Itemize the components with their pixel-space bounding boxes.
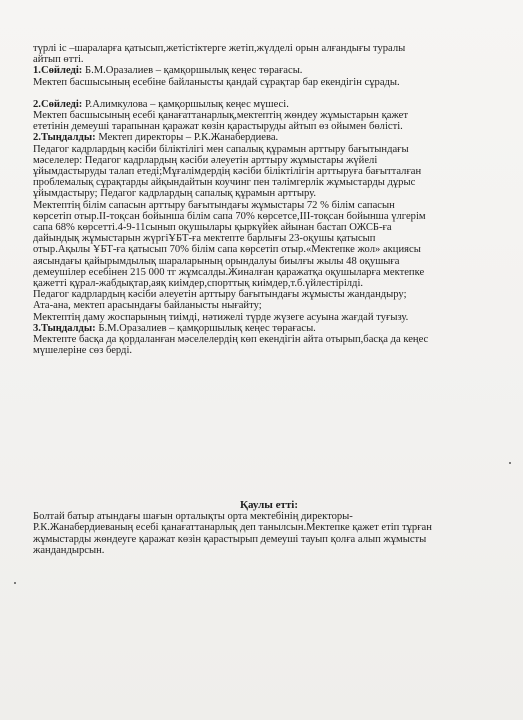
listened-2-label: 2.Тыңдалды:	[33, 132, 96, 144]
paragraph-spacer	[33, 88, 505, 99]
resolution-section	[33, 500, 505, 556]
listened-2-text: Педагог кадрлардың кәсіби біліктілігі мен сапалық құрамын арттыру бағытындағы мәселелер: Педагог кадрлардың кәсіби әлеуетін арттыру жұмыстары жүйелі ұйымдастыруды талап етеді;Мұғалімдердің кәсіби біліктілігін арттыруға бағытталған проблемалық сұрақтарды айқындайтын коучинг пен тәлімгерлік жұмыстарды дұрыс ұйымдастыру; Педагог кадрлардың сапалық құрамын арттыру. Мектептің білім сапасын арттыру бағытындағы жұмыстары 72 % білім сапасын көрсетіп отыр.ІІ-тоқсан бойынша білім сапа 70% көрсетсе,ІІІ-тоқсан бойынша үлгерім сапа 68% көрсетті.4-9-11сынып оқушылары қыркүйек айынан бастап ОЖСБ-ға дайындық жұмыстарын жүргіҰБТ-ға мектепте барлығы 23-оқушы қатысып отыр.Ақылы ҰБТ-ға қатысып 70% білім сапа көрсетіп отыр.«Мектепке жол» акциясы аясындағы қайырымдылық шараларының орындалуы биылғы жылы 48 оқушыға демеушілер есебінен 215 000 тг жұмсалды.Жиналған қаражатқа оқушыларға мектепке қажетті құрал-жабдықтар,аяқ киімдер,спорттық киімдер,т.б.үйлестірілді. Педагог кадрлардың кәсіби әлеуетін арттыру бағытындағы жұмысты жандандыру; Ата-ана, мектеп арасындағы байланысты нығайту; Мектептің даму жоспарының тиімді, нәтижелі түрде жүзеге асуына жағдай туғызу.	[33, 143, 426, 323]
speaker-2-line	[33, 99, 505, 110]
listened-2-line	[33, 132, 505, 143]
speaker-2-name: Р.Алимкулова – қамқоршылық кеңес мүшесі.	[82, 98, 289, 110]
scan-speck	[509, 462, 511, 464]
resolution-title: Қаулы етті:	[239, 499, 299, 511]
speaker-2-label: 2.Сөйледі:	[33, 98, 83, 110]
listened-2-name: Мектеп директоры – Р.К.Жанабердиева.	[95, 132, 279, 144]
minutes-body	[33, 43, 505, 356]
speaker-1-text: Мектеп басшысының есебіне байланысты қандай сұрақтар бар екендігін сұрады.	[33, 76, 400, 88]
listened-3-line	[33, 323, 505, 334]
listened-3-name: Б.М.Оразалиев – қамқоршылық кеңес төрағасы.	[95, 322, 316, 334]
speaker-1-name: Б.М.Оразалиев – қамқоршылық кеңес төрағасы.	[82, 65, 303, 77]
speaker-1-label: 1.Сөйледі:	[33, 65, 83, 77]
speaker-1-line	[33, 65, 505, 76]
intro-paragraph: түрлі іс –шараларға қатысып,жетістіктерге жетіп,жүлделі орын алғандығы туралы айтып өтті.	[33, 43, 406, 66]
speaker-2-text: Мектеп басшысының есебі қанағаттанарлық,мектептің жөндеу жұмыстарын қажет ететінін демеуші тарапынан қаражат көзін қарастыруды айтып өз ойымен бөлісті.	[33, 110, 408, 133]
listened-3-text: Мектепте басқа да қордаланған мәселелердің көп екендігін айта отырып,басқа да кеңес мүшелеріне сөз берді.	[33, 334, 429, 357]
scan-speck	[14, 582, 16, 584]
resolution-text: Болтай батыр атындағы шағын орталықты орта мектебінің директоры- Р.К.Жанабердиеваның есебі қанағаттанарлық деп танылсын.Мектепке қажет етіп тұрған жұмыстарды жөндеуге қаражат көзін қарастырып демеуші тауып қолға алып жұмысты жандандырсын.	[33, 511, 432, 556]
listened-3-label: 3.Тыңдалды:	[33, 322, 96, 334]
